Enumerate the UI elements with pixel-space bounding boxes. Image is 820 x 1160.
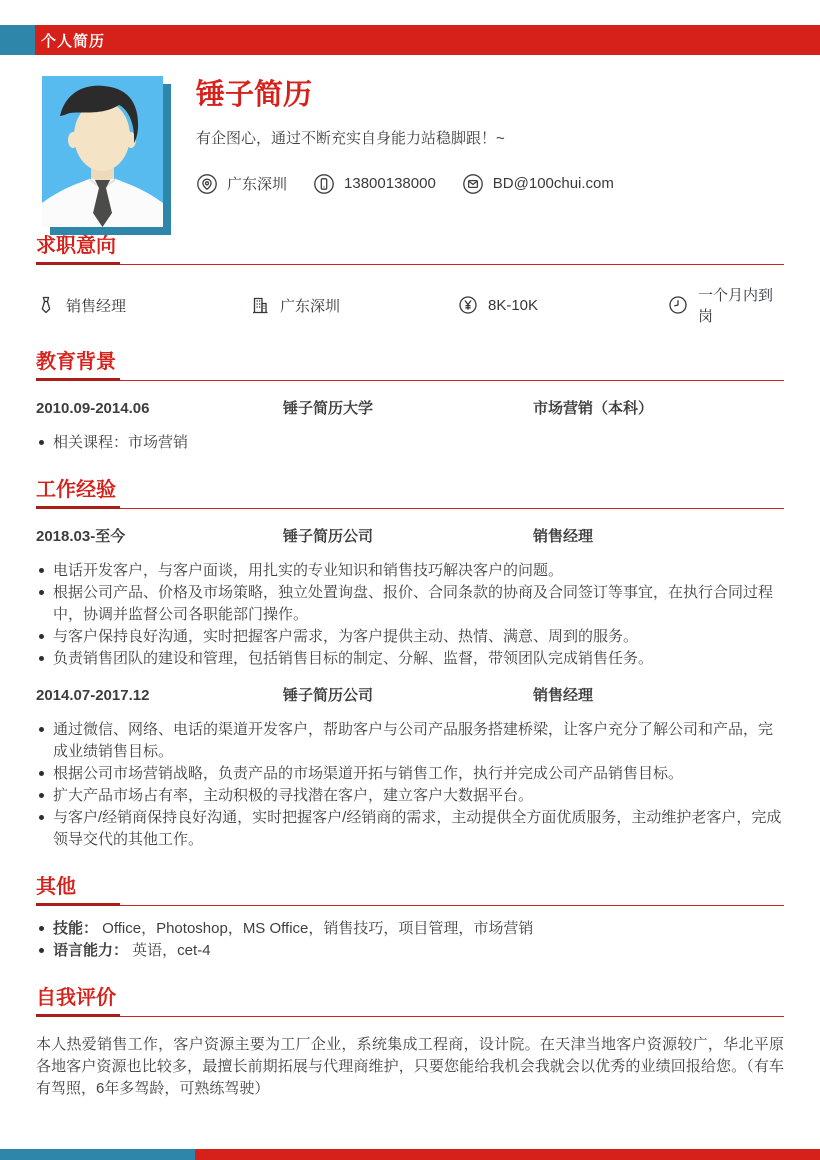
contact-email [462, 173, 614, 195]
candidate-name: 锤子简历 [196, 79, 313, 111]
top-banner [0, 25, 820, 55]
contact-location [196, 173, 287, 195]
section-divider [36, 378, 784, 381]
avatar [42, 76, 171, 235]
list-item: 通过微信、网络、电话的渠道开发客户，帮助客户与公司产品服务搭建桥梁，让客户充分了解公司和产品，完成业绩销售目标。 [36, 719, 784, 763]
work-bullets [36, 560, 784, 670]
language-label: 语言能力： [53, 942, 129, 959]
banner-accent-block [0, 25, 35, 55]
email-icon [462, 173, 484, 195]
intent-row [36, 284, 784, 326]
list-item: 与客户保持良好沟通，实时把握客户需求，为客户提供主动、热情、满意、周到的服务。 [36, 626, 784, 648]
section-divider [36, 903, 784, 906]
clock-icon [668, 295, 688, 315]
skill-label: 技能： [53, 920, 99, 937]
list-item: 根据公司市场营销战略，负责产品的市场渠道开拓与销售工作，执行并完成公司产品销售目标。 [36, 763, 784, 785]
bottom-bar-red [195, 1149, 820, 1160]
list-item: 相关课程：市场营销 [36, 432, 784, 454]
education-row [36, 398, 784, 420]
candidate-tagline: 有企图心，通过不断充实自身能力站稳脚跟！~ [196, 129, 505, 147]
self-evaluation-text: 本人热爱销售工作，客户资源主要为工厂企业，系统集成工程商，设计院。在天津当地客户资源较广，华北平原各地客户资源也比较多，最擅长前期拓展与代理商维护，只要您能给我机会我就会以优秀的业绩回报给您。（有车有驾照，6年多驾龄，可熟练驾驶） [36, 1036, 784, 1097]
section-title: 其他 [36, 876, 76, 898]
work-row [36, 685, 784, 707]
education-major: 市场营销（本科） [533, 400, 654, 417]
work-role: 销售经理 [533, 687, 594, 704]
contact-row [196, 173, 640, 195]
education-bullets [36, 432, 784, 454]
work-period: 2018.03-至今 [36, 528, 126, 545]
skill-text: Office，Photoshop，MS Office，销售技巧，项目管理，市场营销 [98, 920, 534, 937]
intent-city [250, 295, 458, 316]
contact-phone-text: 13800138000 [344, 175, 436, 193]
bottom-bar [0, 1149, 820, 1160]
section-title: 自我评价 [36, 987, 116, 1009]
contact-location-text: 广东深圳 [227, 176, 288, 194]
work-row [36, 526, 784, 548]
section-divider [36, 506, 784, 509]
list-item [36, 940, 784, 962]
section-other [36, 876, 784, 962]
avatar-photo [42, 76, 163, 227]
banner-title: 个人简历 [35, 25, 820, 55]
location-icon [196, 173, 218, 195]
tie-icon [36, 295, 56, 315]
list-item [36, 918, 784, 940]
work-company: 锤子简历公司 [283, 687, 374, 704]
resume-header [42, 76, 784, 235]
yen-icon [458, 295, 478, 315]
intent-salary-text: 8K-10K [488, 296, 539, 314]
section-divider [36, 1014, 784, 1017]
education-period: 2010.09-2014.06 [36, 400, 150, 417]
section-education [36, 351, 784, 454]
header-info [196, 76, 640, 235]
list-item: 与客户/经销商保持良好沟通，实时把握客户/经销商的需求，主动提供全方面优质服务，主动维护老客户，完成领导交代的其他工作。 [36, 807, 784, 851]
list-item: 电话开发客户，与客户面谈，用扎实的专业知识和销售技巧解决客户的问题。 [36, 560, 784, 582]
contact-email-text: BD@100chui.com [492, 175, 614, 193]
bottom-bar-accent [0, 1149, 195, 1160]
list-item: 负责销售团队的建设和管理，包括销售目标的制定、分解、监督，带领团队完成销售任务。 [36, 648, 784, 670]
work-role: 销售经理 [533, 528, 594, 545]
list-item: 扩大产品市场占有率，主动积极的寻找潜在客户，建立客户大数据平台。 [36, 785, 784, 807]
list-item: 根据公司产品、价格及市场策略，独立处置询盘、报价、合同条款的协商及合同签订等事宜，在执行合同过程中，协调并监督公司各职能部门操作。 [36, 582, 784, 626]
contact-phone [313, 173, 436, 195]
section-title: 求职意向 [36, 235, 116, 257]
work-bullets [36, 719, 784, 851]
other-list [36, 918, 784, 962]
intent-position-text: 销售经理 [66, 297, 127, 315]
building-icon [250, 295, 270, 315]
intent-availability [668, 284, 784, 326]
section-work-experience [36, 479, 784, 851]
language-text: 英语，cet-4 [128, 942, 211, 959]
intent-position [36, 295, 250, 316]
work-period: 2014.07-2017.12 [36, 687, 150, 704]
intent-salary [458, 295, 668, 315]
work-company: 锤子简历公司 [283, 528, 374, 545]
phone-icon [313, 173, 335, 195]
intent-availability-text: 一个月内到岗 [698, 287, 774, 325]
education-school: 锤子简历大学 [283, 400, 374, 417]
section-title: 工作经验 [36, 479, 116, 501]
section-self-evaluation [36, 987, 784, 1100]
section-job-intent [36, 235, 784, 326]
section-divider [36, 262, 784, 265]
intent-city-text: 广东深圳 [280, 297, 341, 315]
section-title: 教育背景 [36, 351, 116, 373]
resume-body [36, 235, 784, 1100]
